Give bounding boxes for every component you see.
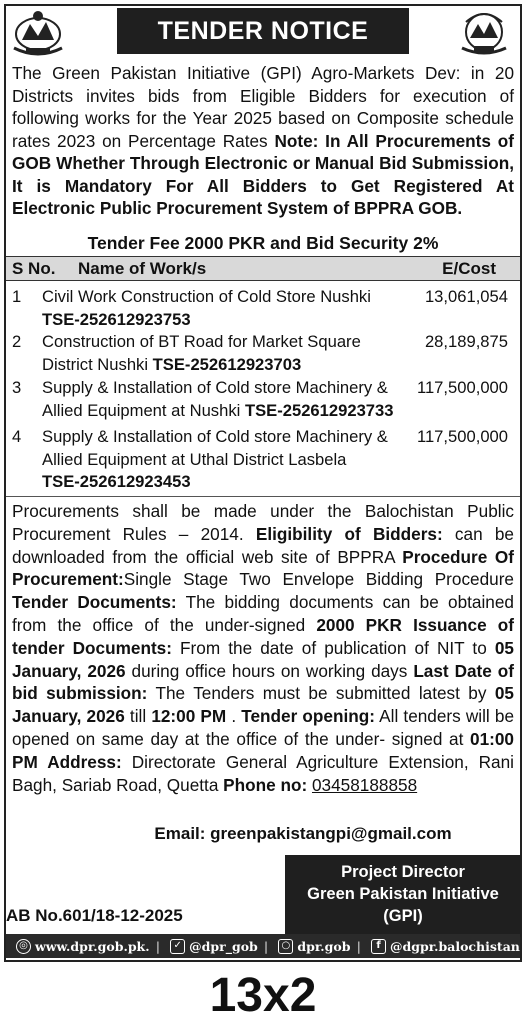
instagram-icon: ○: [278, 939, 293, 954]
twitter-icon: ✓: [170, 939, 185, 954]
row-work: [42, 286, 402, 331]
phone-label: Phone no:: [223, 774, 308, 795]
last-date-label: Last Date of bid submission:: [12, 660, 514, 704]
facebook-icon: f: [371, 939, 386, 954]
separator: |: [356, 938, 361, 954]
facebook-link[interactable]: [371, 939, 520, 954]
row-sno: 1: [12, 287, 22, 306]
email-line[interactable]: Email: greenpakistangpi@gmail.com: [154, 824, 452, 843]
page-title: TENDER NOTICE: [117, 8, 409, 54]
tender-fee-line: Tender Fee 2000 PKR and Bid Security 2%: [87, 233, 439, 253]
body-text: can be downloaded from the official web site of BPPRA: [12, 523, 514, 567]
body-text: The bidding documents can be obtained from the office of the under-signed: [12, 592, 514, 635]
row-tse: TSE-252612923733: [244, 400, 394, 420]
section-divider: [6, 496, 520, 497]
facebook-text: @dgpr.balochistan: [390, 938, 520, 954]
ad-size-label: 13x2: [209, 969, 317, 1022]
row-tse: TSE-252612923453: [42, 472, 191, 491]
balochistan-emblem-left-logo: [8, 8, 68, 58]
header-work: Name of Work/s: [78, 259, 207, 278]
balochistan-emblem-right-logo: [454, 8, 514, 58]
body-text: .: [226, 706, 242, 727]
body-text: during office hours on working days: [125, 660, 414, 681]
ab-number: AB No.601/18-12-2025: [6, 906, 183, 925]
twitter-link[interactable]: [170, 939, 258, 954]
header-cost: E/Cost: [442, 259, 496, 278]
eligibility-label: Eligibility of Bidders:: [255, 523, 443, 544]
header-sno: S No.: [12, 259, 56, 278]
row-sno: 3: [12, 378, 22, 397]
row-work-text: Supply & Installation of Cold store Machinery & Allied Equipment at Nushki: [42, 378, 388, 420]
row-cost: 117,500,000: [416, 378, 508, 397]
website-text: www.dpr.gob.pk.: [35, 938, 150, 954]
body-text: Single Stage Two Envelope Bidding Procedure: [123, 569, 514, 590]
issuance-end-date: 05 January, 2026: [12, 637, 514, 681]
row-tse: TSE-252612923753: [42, 309, 191, 329]
intro-text: The Green Pakistan Initiative (GPI) Agro-Markets Dev: in 20 Districts invites bids from Eligible Bidders for execution of following works for the Year 2025 based on Composite schedule rates 2023 on Percentage Rates: [12, 63, 514, 151]
row-tse: TSE-252612923703: [152, 354, 302, 374]
row-work-text: Supply & Installation of Cold store Machinery & Allied Equipment at Uthal District Lasbela: [42, 427, 388, 469]
body-text: Procurements shall be made under the Balochistan Public Procurement Rules – 2014.: [12, 501, 514, 544]
row-work: [42, 377, 402, 422]
address-text: Directorate General Agriculture Extension, Rani Bagh, Sariab Road, Quetta: [12, 751, 514, 795]
tender-opening-label: Tender opening:: [241, 706, 375, 727]
body-text: All tenders will be opened on same day at the office of the under- signed at: [12, 706, 515, 749]
procurement-details-paragraph: [12, 500, 514, 796]
body-text: From the date of publication of NIT to: [171, 637, 495, 658]
opening-time-address-label: 01:00 PM Address:: [12, 728, 514, 772]
submission-date: 05 January, 2026: [12, 683, 514, 727]
issuance-label: 2000 PKR Issuance of tender Documents:: [12, 614, 515, 658]
signatory-abbr: (GPI): [383, 907, 423, 925]
row-cost: 28,189,875: [424, 332, 508, 351]
row-cost: 117,500,000: [416, 427, 508, 446]
social-links-bar: [6, 934, 520, 958]
signatory-box: [285, 855, 521, 937]
instagram-link[interactable]: [278, 939, 350, 954]
tender-documents-label: Tender Documents:: [12, 592, 177, 613]
works-table-header: [6, 256, 520, 281]
row-work-text: Construction of BT Road for Market Square District Nushki: [42, 332, 361, 374]
row-work-text: Civil Work Construction of Cold Store Nushki: [42, 287, 371, 306]
signatory-org: Green Pakistan Initiative: [307, 885, 499, 903]
separator: |: [155, 938, 161, 954]
intro-note: Note: In All Procurements of GOB Whether Through Electronic or Manual Bid Submission, It is Mandatory For All Bidders to Get Registered At Electronic Public Procurement System of BPPRA GOB.: [12, 130, 515, 218]
submission-time: 12:00 PM: [151, 706, 227, 727]
instagram-text: dpr.gob: [297, 938, 351, 954]
intro-paragraph: [12, 62, 514, 220]
website-link[interactable]: [16, 939, 150, 954]
row-sno: 4: [12, 427, 22, 446]
row-cost: 13,061,054: [424, 287, 508, 306]
row-work: [42, 331, 362, 376]
twitter-text: @dpr_gob: [189, 938, 258, 954]
procedure-label: Procedure Of Procurement:: [12, 546, 514, 590]
body-text: till: [124, 706, 152, 727]
globe-icon: ◎: [16, 939, 31, 954]
phone-number[interactable]: 03458188858: [311, 774, 418, 795]
signatory-title: Project Director: [341, 863, 465, 881]
body-text: The Tenders must be submitted latest by: [147, 683, 495, 704]
row-work: [42, 426, 402, 494]
row-sno: 2: [12, 332, 22, 351]
separator: |: [263, 938, 269, 954]
